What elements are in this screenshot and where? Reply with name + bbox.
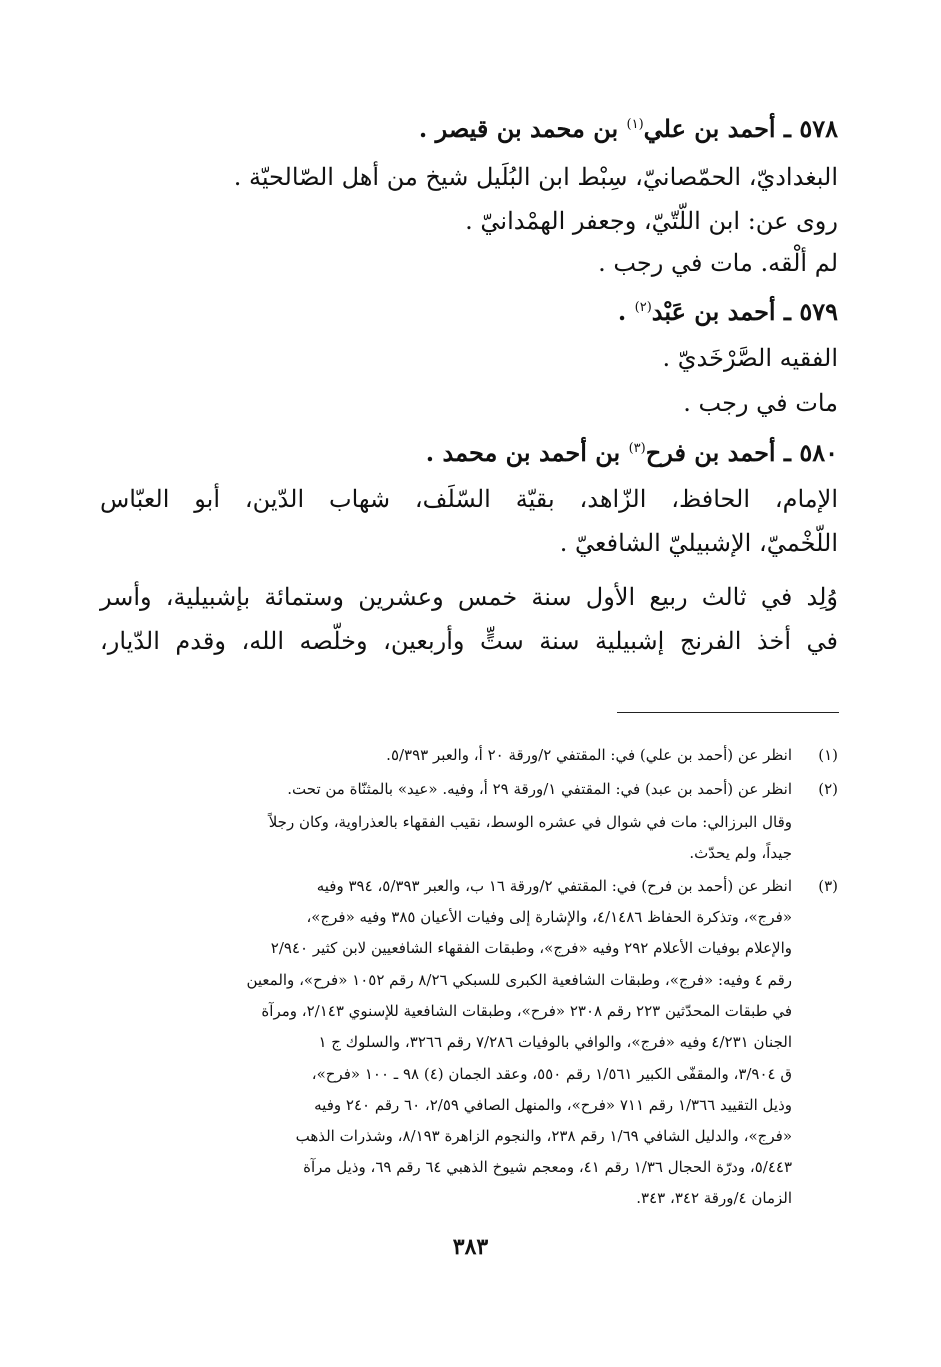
entry-579-heading [100, 295, 838, 329]
entry-580-name-rest: بن أحمد بن محمد . [425, 438, 629, 467]
footnote-1-number: (١) [818, 746, 838, 764]
footnote-3-number: (٣) [818, 877, 838, 895]
footnote-separator [617, 712, 839, 713]
entry-578-name: ٥٧٨ ـ أحمد بن علي [643, 114, 838, 143]
footnote-2-line2: وقال البرزالي: مات في شوال في عشره الوسط، نقيب الفقهاء بالعذراوية، وكان رجلاً [268, 813, 792, 831]
footnote-ref-2[interactable]: (٢) [634, 300, 652, 315]
entry-580-heading [100, 436, 838, 470]
footnote-3-line7: ق ٣/٩٠٤، والمقفّى الكبير ١/٥٦١ رقم ٥٥٠، وعقد الجمان (٤) ٩٨ ـ ١٠٠ «فرح»، [311, 1065, 792, 1083]
footnote-3-line11: الزمان ٤/ورقة ٣٤٢، ٣٤٣. [636, 1189, 792, 1207]
entry-579-line3: مات في رجب . [683, 389, 838, 417]
footnote-ref-3[interactable]: (٣) [628, 441, 646, 456]
footnote-3-line1: انظر عن (أحمد بن فرح) في: المقتفي ٢/ورقة ١٦ ب، والعبر ٥/٣٩٣، ٣٩٤ وفيه [316, 877, 792, 895]
entry-580-line2: الإمام، الحافظ، الزّاهد، بقيّة السّلَف، شهاب الدّين، أبو العبّاس [100, 485, 838, 513]
entry-579-line2: الفقيه الصَّرْخَديّ . [662, 344, 838, 372]
footnote-2-line3: جيداً، ولم يحدّث. [689, 844, 792, 862]
footnote-3-line3: والإعلام بوفيات الأعلام ٢٩٢ وفيه «فرج»، وطبقات الفقهاء الشافعيين لابن كثير ٢/٩٤٠ [270, 939, 792, 957]
footnote-1-line1: انظر عن (أحمد بن علي) في: المقتفي ٢/ورقة ٢٠ أ، والعبر ٥/٣٩٣. [386, 746, 792, 764]
footnote-2-number: (٢) [818, 780, 838, 798]
footnote-3-line10: ٥/٤٤٣، ودرّة الحجال ١/٣٦ رقم ٤١، ومعجم شيوخ الذهبي ٦٤ رقم ٦٩، وذيل مرآة [303, 1158, 792, 1176]
page-number: ٣٨٣ [452, 1234, 489, 1260]
entry-580-line3: اللّخْميّ، الإشبيليّ الشافعيّ . [559, 529, 838, 557]
entry-579-name-rest: . [617, 297, 635, 326]
footnote-3-line6: الجنان ٤/٢٣١ وفيه «فرج»، والوافي بالوفيات ٧/٢٨٦ رقم ٣٢٦٦، والسلوك ج ١ [318, 1033, 792, 1051]
entry-578-name-rest: بن محمد بن قيصر . [418, 114, 627, 143]
footnote-3-line5: في طبقات المحدّثين ٢٢٣ رقم ٢٣٠٨ «فرح»، وطبقات الشافعية للإسنوي ٢/١٤٣، ومرآة [261, 1002, 792, 1020]
entry-580-line4: وُلِد في ثالث ربيع الأول سنة خمس وعشرين وستمائة بإشبيلية، وأسر [100, 583, 838, 611]
footnote-3-line9: «فرج»، والدليل الشافي ١/٦٩ رقم ٢٣٨، والنجوم الزاهرة ٨/١٩٣، وشذرات الذهب [295, 1127, 792, 1145]
entry-578-heading [100, 112, 838, 146]
footnote-2-line1: انظر عن (أحمد بن عبد) في: المقتفي ١/ورقة ٢٩ أ، وفيه. «عيد» بالمثنّاة من تحت. [287, 780, 792, 798]
entry-578-line2: البغداديّ، الحمّصانيّ، سِبْط ابن البُلَيل شيخ من أهل الصّالحيّة . [233, 163, 838, 191]
footnote-3-line2: «فرج»، وتذكرة الحفاظ ٤/١٤٨٦، والإشارة إلى وفيات الأعيان ٣٨٥ وفيه «فرج»، [306, 908, 792, 926]
entry-580-line5: في أخذ الفرنج إشبيلية سنة ستٍّ وأربعين، وخلّصه الله، وقدم الدّيار، [100, 627, 838, 655]
entry-578-line3: روى عن: ابن اللّتّيّ، وجعفر الهمْدانيّ . [465, 207, 838, 235]
footnote-ref-1[interactable]: (١) [626, 117, 644, 132]
footnote-3-line8: وذيل التقييد ١/٣٦٦ رقم ٧١١ «فرح»، والمنهل الصافي ٢/٥٩، ٦٠ رقم ٢٤٠ وفيه [314, 1096, 792, 1114]
entry-578-line4: لم ألْقه. مات في رجب . [598, 249, 838, 277]
entry-579-name: ٥٧٩ ـ أحمد بن عَبْد [651, 297, 838, 326]
footnote-3-line4: رقم ٤ وفيه: «فرج»، وطبقات الشافعية الكبرى للسبكي ٨/٢٦ رقم ١٠٥٢ «فرح»، والمعين [246, 971, 792, 989]
entry-580-name: ٥٨٠ ـ أحمد بن فرح [645, 438, 838, 467]
